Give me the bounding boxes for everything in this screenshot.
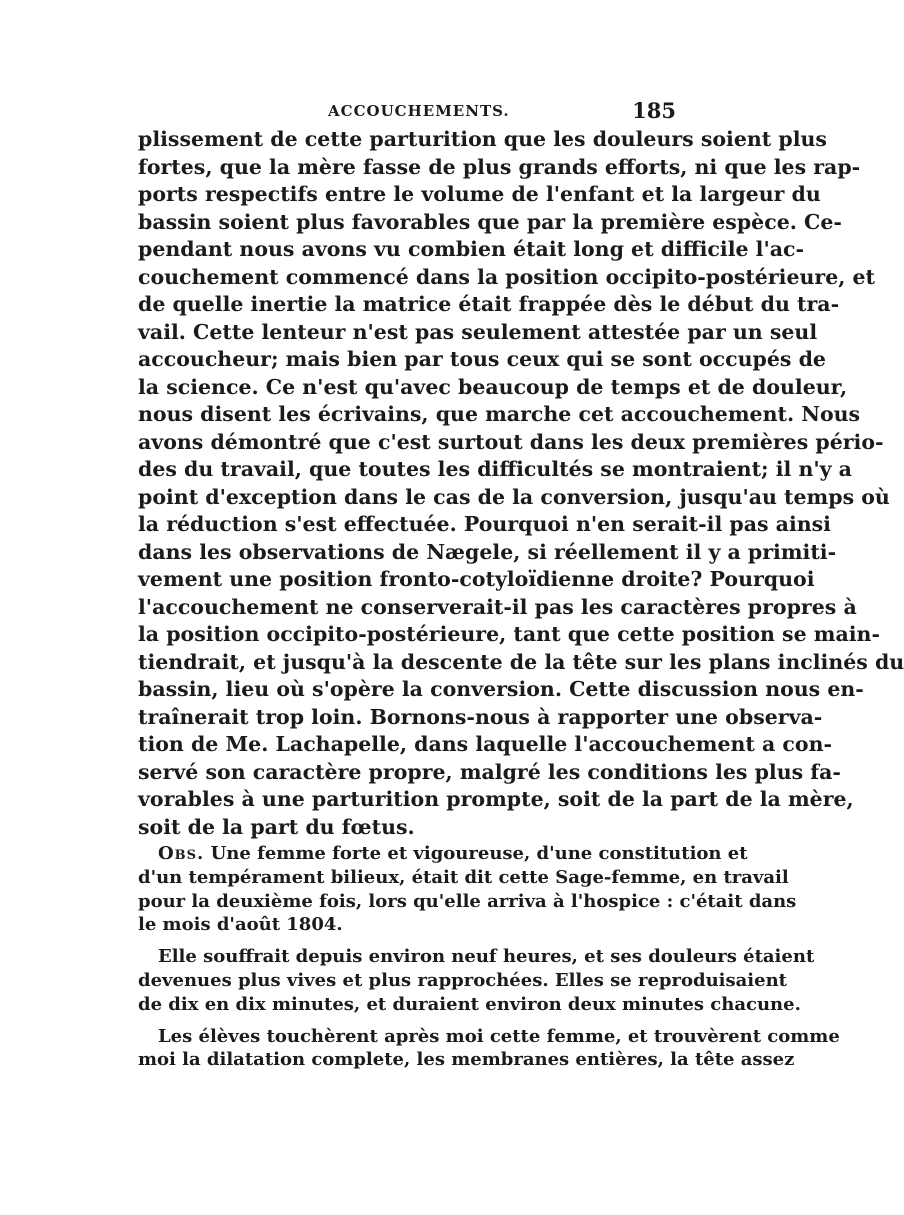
- paragraph-gap: [138, 937, 666, 945]
- text-line: moi la dilatation complete, les membranes entières, la tête assez: [138, 1049, 795, 1071]
- text-line: la position occipito-postérieure, tant que cette position se main-: [138, 622, 880, 646]
- paragraph-gap: [138, 1017, 666, 1025]
- running-head: ACCOUCHEMENTS.: [328, 102, 510, 120]
- text-line: plissement de cette parturition que les douleurs soient plus: [138, 127, 827, 151]
- text-line: fortes, que la mère fasse de plus grands efforts, ni que les rap-: [138, 154, 861, 179]
- text-line: de dix en dix minutes, et duraient environ deux minutes chacune.: [138, 993, 801, 1015]
- observation-first-text: Une femme forte et vigoureuse, d'une constitution et: [210, 843, 748, 864]
- text-line: Les élèves touchèrent après moi cette femme, et trouvèrent comme: [158, 1025, 840, 1047]
- text-line: pendant nous avons vu combien était long et difficile l'ac-: [138, 237, 805, 261]
- text-line: soit de la part du fœtus.: [138, 814, 415, 839]
- text-line: dans les observations de Nægele, si réellement il y a primiti-: [138, 539, 837, 564]
- text-line: vorables à une parturition prompte, soit de la part de la mère,: [138, 787, 854, 811]
- text-line: devenues plus vives et plus rapprochées. Elles se reproduisaient: [138, 969, 787, 991]
- text-line: avons démontré que c'est surtout dans les deux premières pério-: [138, 429, 884, 454]
- text-line: ports respectifs entre le volume de l'enfant et la largeur du: [138, 182, 821, 206]
- text-line: des du travail, que toutes les difficultés se montraient; il n'y a: [138, 457, 852, 481]
- text-line: pour la deuxième fois, lors qu'elle arriva à l'hospice : c'était dans: [138, 890, 797, 912]
- page-header: [138, 98, 678, 126]
- text-line: Elle souffrait depuis environ neuf heures, et ses douleurs étaient: [158, 946, 815, 968]
- text-line: traînerait trop loin. Bornons-nous à rapporter une observa-: [138, 704, 823, 729]
- text-line: de quelle inertie la matrice était frappée dès le début du tra-: [138, 292, 840, 316]
- text-line: point d'exception dans le cas de la conversion, jusqu'au temps où: [138, 484, 890, 509]
- text-line: vail. Cette lenteur n'est pas seulement attestée par un seul: [138, 319, 818, 344]
- text-line: couchement commencé dans la position occipito-postérieure, et: [138, 264, 876, 289]
- observation-first-line: [138, 842, 748, 866]
- text-line: tiendrait, et jusqu'à la descente de la tête sur les plans inclinés du: [138, 649, 904, 674]
- text-line: tion de Me. Lachapelle, dans laquelle l'accouchement a con-: [138, 732, 832, 756]
- text-line: d'un tempérament bilieux, était dit cette Sage-femme, en travail: [138, 866, 789, 888]
- text-line: bassin, lieu où s'opère la conversion. Cette discussion nous en-: [138, 677, 864, 701]
- text-line: vement une position fronto-cotyloïdienne droite? Pourquoi: [138, 567, 815, 591]
- text-line: le mois d'août 1804.: [138, 914, 343, 936]
- text-line: accoucheur; mais bien par tous ceux qui se sont occupés de: [138, 347, 826, 371]
- page-number: 185: [632, 98, 676, 123]
- text-line: la réduction s'est effectuée. Pourquoi n'en serait-il pas ainsi: [138, 512, 831, 536]
- text-line: servé son caractère propre, malgré les conditions les plus fa-: [138, 759, 841, 784]
- text-line: nous disent les écrivains, que marche cet accouchement. Nous: [138, 402, 861, 426]
- observation-section: [138, 842, 840, 1072]
- text-line: la science. Ce n'est qu'avec beaucoup de temps et de douleur,: [138, 374, 848, 399]
- observation-label: Obs.: [158, 843, 205, 864]
- text-line: l'accouchement ne conserverait-il pas les caractères propres à: [138, 594, 857, 619]
- main-paragraph: [138, 126, 904, 841]
- text-line: bassin soient plus favorables que par la première espèce. Ce-: [138, 209, 842, 234]
